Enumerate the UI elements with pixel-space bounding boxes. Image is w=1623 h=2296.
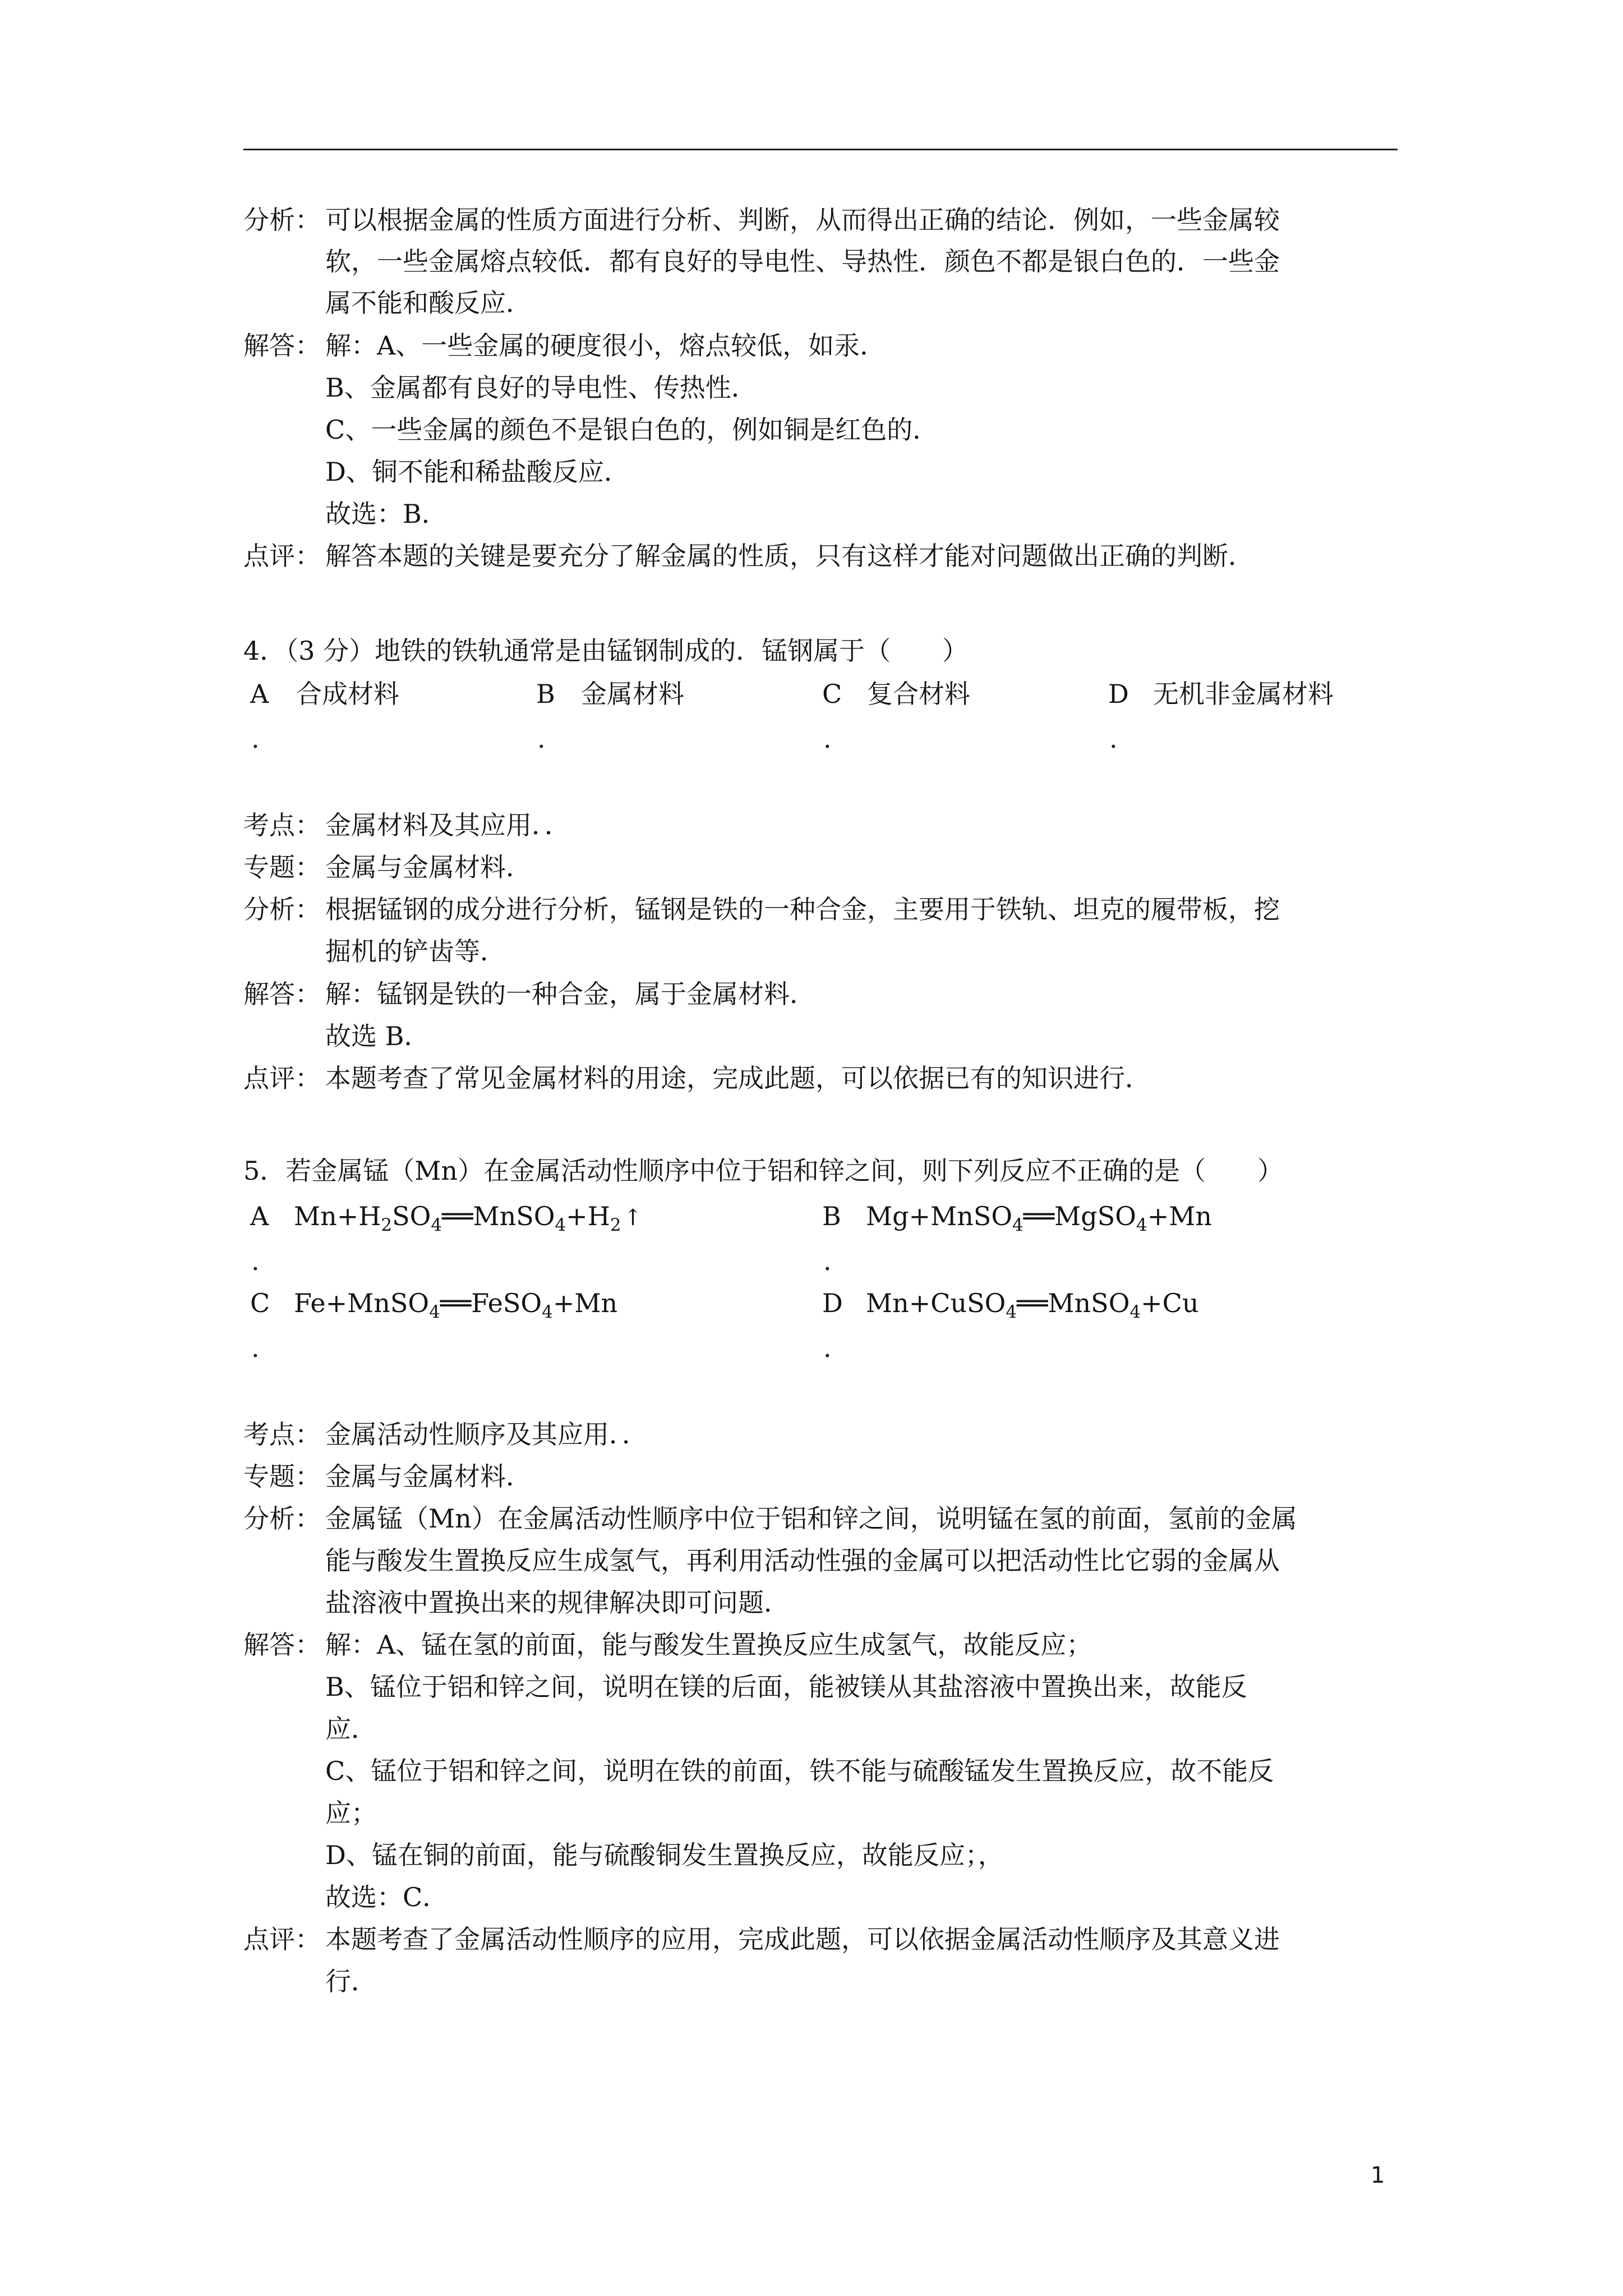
q5-answer-label: 解答：: [243, 1630, 321, 1660]
q5-option-b-dot: .: [823, 1246, 832, 1276]
q3-analysis-line-2: 软，一些金属熔点较低．都有良好的导电性、导热性．颜色不都是银白色的．一些金: [325, 246, 1280, 277]
q5-option-c-letter: C: [250, 1288, 270, 1318]
q5-answer-line-1: 解：A、锰在氢的前面，能与酸发生置换反应生成氢气，故能反应；: [325, 1630, 1092, 1660]
q4-option-d-text: 无机非金属材料: [1153, 679, 1334, 709]
q3-analysis-line-1: 可以根据金属的性质方面进行分析、判断，从而得出正确的结论．例如，一些金属较: [325, 205, 1280, 235]
q5-answer-line-3: 应．: [325, 1714, 377, 1744]
q3-answer-label: 解答：: [243, 330, 321, 361]
page-number: 1: [1371, 2162, 1385, 2188]
q3-answer-line-5: 故选：B．: [325, 499, 448, 529]
header-rule: [243, 149, 1398, 150]
q5-option-a-equation: $Mn+H_2SO_4══MnSO_4+H_2$ ↑: [294, 1201, 643, 1235]
q5-option-d-letter: D: [822, 1288, 843, 1318]
q4-answer-label: 解答：: [243, 979, 321, 1009]
q5-answer-line-5: 应；: [325, 1798, 377, 1828]
q5-topic-label: 考点：: [243, 1419, 321, 1450]
q4-comment-label: 点评：: [243, 1063, 321, 1093]
q4-topic-label: 考点：: [243, 810, 321, 840]
q4-option-d-dot: .: [1109, 724, 1118, 754]
q5-option-a-letter: A: [250, 1201, 269, 1231]
q4-option-a-text: 合成材料: [296, 679, 399, 709]
q4-analysis-label: 分析：: [243, 894, 321, 924]
q5-option-b-letter: B: [822, 1201, 841, 1231]
q5-option-c-equation: Fe+MnSO$_4$══FeSO$_4$+Mn: [294, 1288, 618, 1322]
q4-comment-line-1: 本题考查了常见金属材料的用途，完成此题，可以依据已有的知识进行．: [325, 1063, 1151, 1093]
q4-option-d-letter: D: [1108, 679, 1129, 709]
q3-answer-line-1: 解：A、一些金属的硬度很小，熔点较低，如汞．: [325, 330, 886, 361]
q4-answer-line-1: 解：锰钢是铁的一种合金，属于金属材料．: [325, 979, 815, 1009]
q5-analysis-line-1: 金属锰（Mn）在金属活动性顺序中位于铝和锌之间，说明锰在氢的前面，氢前的金属: [325, 1503, 1297, 1534]
q4-option-c-text: 复合材料: [867, 679, 970, 709]
q4-option-c-dot: .: [823, 724, 832, 754]
q4-option-c-letter: C: [822, 679, 842, 709]
q4-special-label: 专题：: [243, 852, 321, 882]
q5-option-d-equation: Mn+CuSO$_4$══MnSO$_4$+Cu: [866, 1288, 1199, 1322]
q4-option-b-letter: B: [536, 679, 555, 709]
q4-answer-line-2: 故选 B．: [325, 1021, 430, 1051]
q4-analysis-line-1: 根据锰钢的成分进行分析，锰钢是铁的一种合金，主要用于铁轨、坦克的履带板，挖: [325, 894, 1280, 924]
q5-option-a-dot: .: [251, 1246, 260, 1276]
q5-option-b-equation: Mg+MnSO$_4$══MgSO$_4$+Mn: [866, 1201, 1212, 1235]
q5-special-label: 专题：: [243, 1461, 321, 1492]
q5-comment-line-1: 本题考查了金属活动性顺序的应用，完成此题，可以依据金属活动性顺序及其意义进: [325, 1924, 1280, 1954]
q4-stem: 4．（3 分）地铁的铁轨通常是由锰钢制成的．锰钢属于（ ）: [243, 636, 969, 666]
q3-answer-line-4: D、铜不能和稀盐酸反应．: [325, 457, 630, 487]
q5-answer-line-6: D、锰在铜的前面，能与硫酸铜发生置换反应，故能反应；，: [325, 1840, 1004, 1870]
q5-option-c-dot: .: [251, 1333, 260, 1363]
q5-stem: 5．若金属锰（Mn）在金属活动性顺序中位于铝和锌之间，则下列反应不正确的是（ ）: [243, 1156, 1283, 1186]
q4-option-a-letter: A: [250, 679, 269, 709]
q3-comment-line-1: 解答本题的关键是要充分了解金属的性质，只有这样才能对问题做出正确的判断．: [325, 541, 1254, 571]
q4-topic: 金属材料及其应用．．: [325, 810, 570, 840]
q5-comment-label: 点评：: [243, 1924, 321, 1954]
q5-comment-line-2: 行．: [325, 1966, 377, 1996]
q5-analysis-line-2: 能与酸发生置换反应生成氢气，再利用活动性强的金属可以把活动性比它弱的金属从: [325, 1545, 1280, 1576]
q3-answer-line-2: B、金属都有良好的导电性、传热性．: [325, 372, 757, 403]
q5-analysis-line-3: 盐溶液中置换出来的规律解决即可问题．: [325, 1588, 790, 1618]
q3-analysis-line-3: 属不能和酸反应．: [325, 288, 532, 318]
gas-arrow: ↑: [623, 1205, 643, 1231]
q5-answer-line-7: 故选：C．: [325, 1882, 449, 1912]
q5-special: 金属与金属材料．: [325, 1461, 532, 1492]
q5-answer-line-2: B、锰位于铝和锌之间，说明在镁的后面，能被镁从其盐溶液中置换出来，故能反: [325, 1672, 1247, 1702]
q5-answer-line-4: C、锰位于铝和锌之间，说明在铁的前面，铁不能与硫酸锰发生置换反应，故不能反: [325, 1756, 1274, 1786]
q3-comment-label: 点评：: [243, 541, 321, 571]
q3-analysis-label: 分析：: [243, 205, 321, 235]
q5-topic: 金属活动性顺序及其应用．．: [325, 1419, 648, 1450]
q4-option-a-dot: .: [251, 724, 260, 754]
q5-option-d-dot: .: [823, 1333, 832, 1363]
q4-analysis-line-2: 掘机的铲齿等．: [325, 936, 506, 967]
q4-option-b-text: 金属材料: [581, 679, 684, 709]
q4-option-b-dot: .: [537, 724, 546, 754]
q3-answer-line-3: C、一些金属的颜色不是银白色的，例如铜是红色的．: [325, 415, 939, 445]
q5-analysis-label: 分析：: [243, 1503, 321, 1534]
q4-special: 金属与金属材料．: [325, 852, 532, 882]
